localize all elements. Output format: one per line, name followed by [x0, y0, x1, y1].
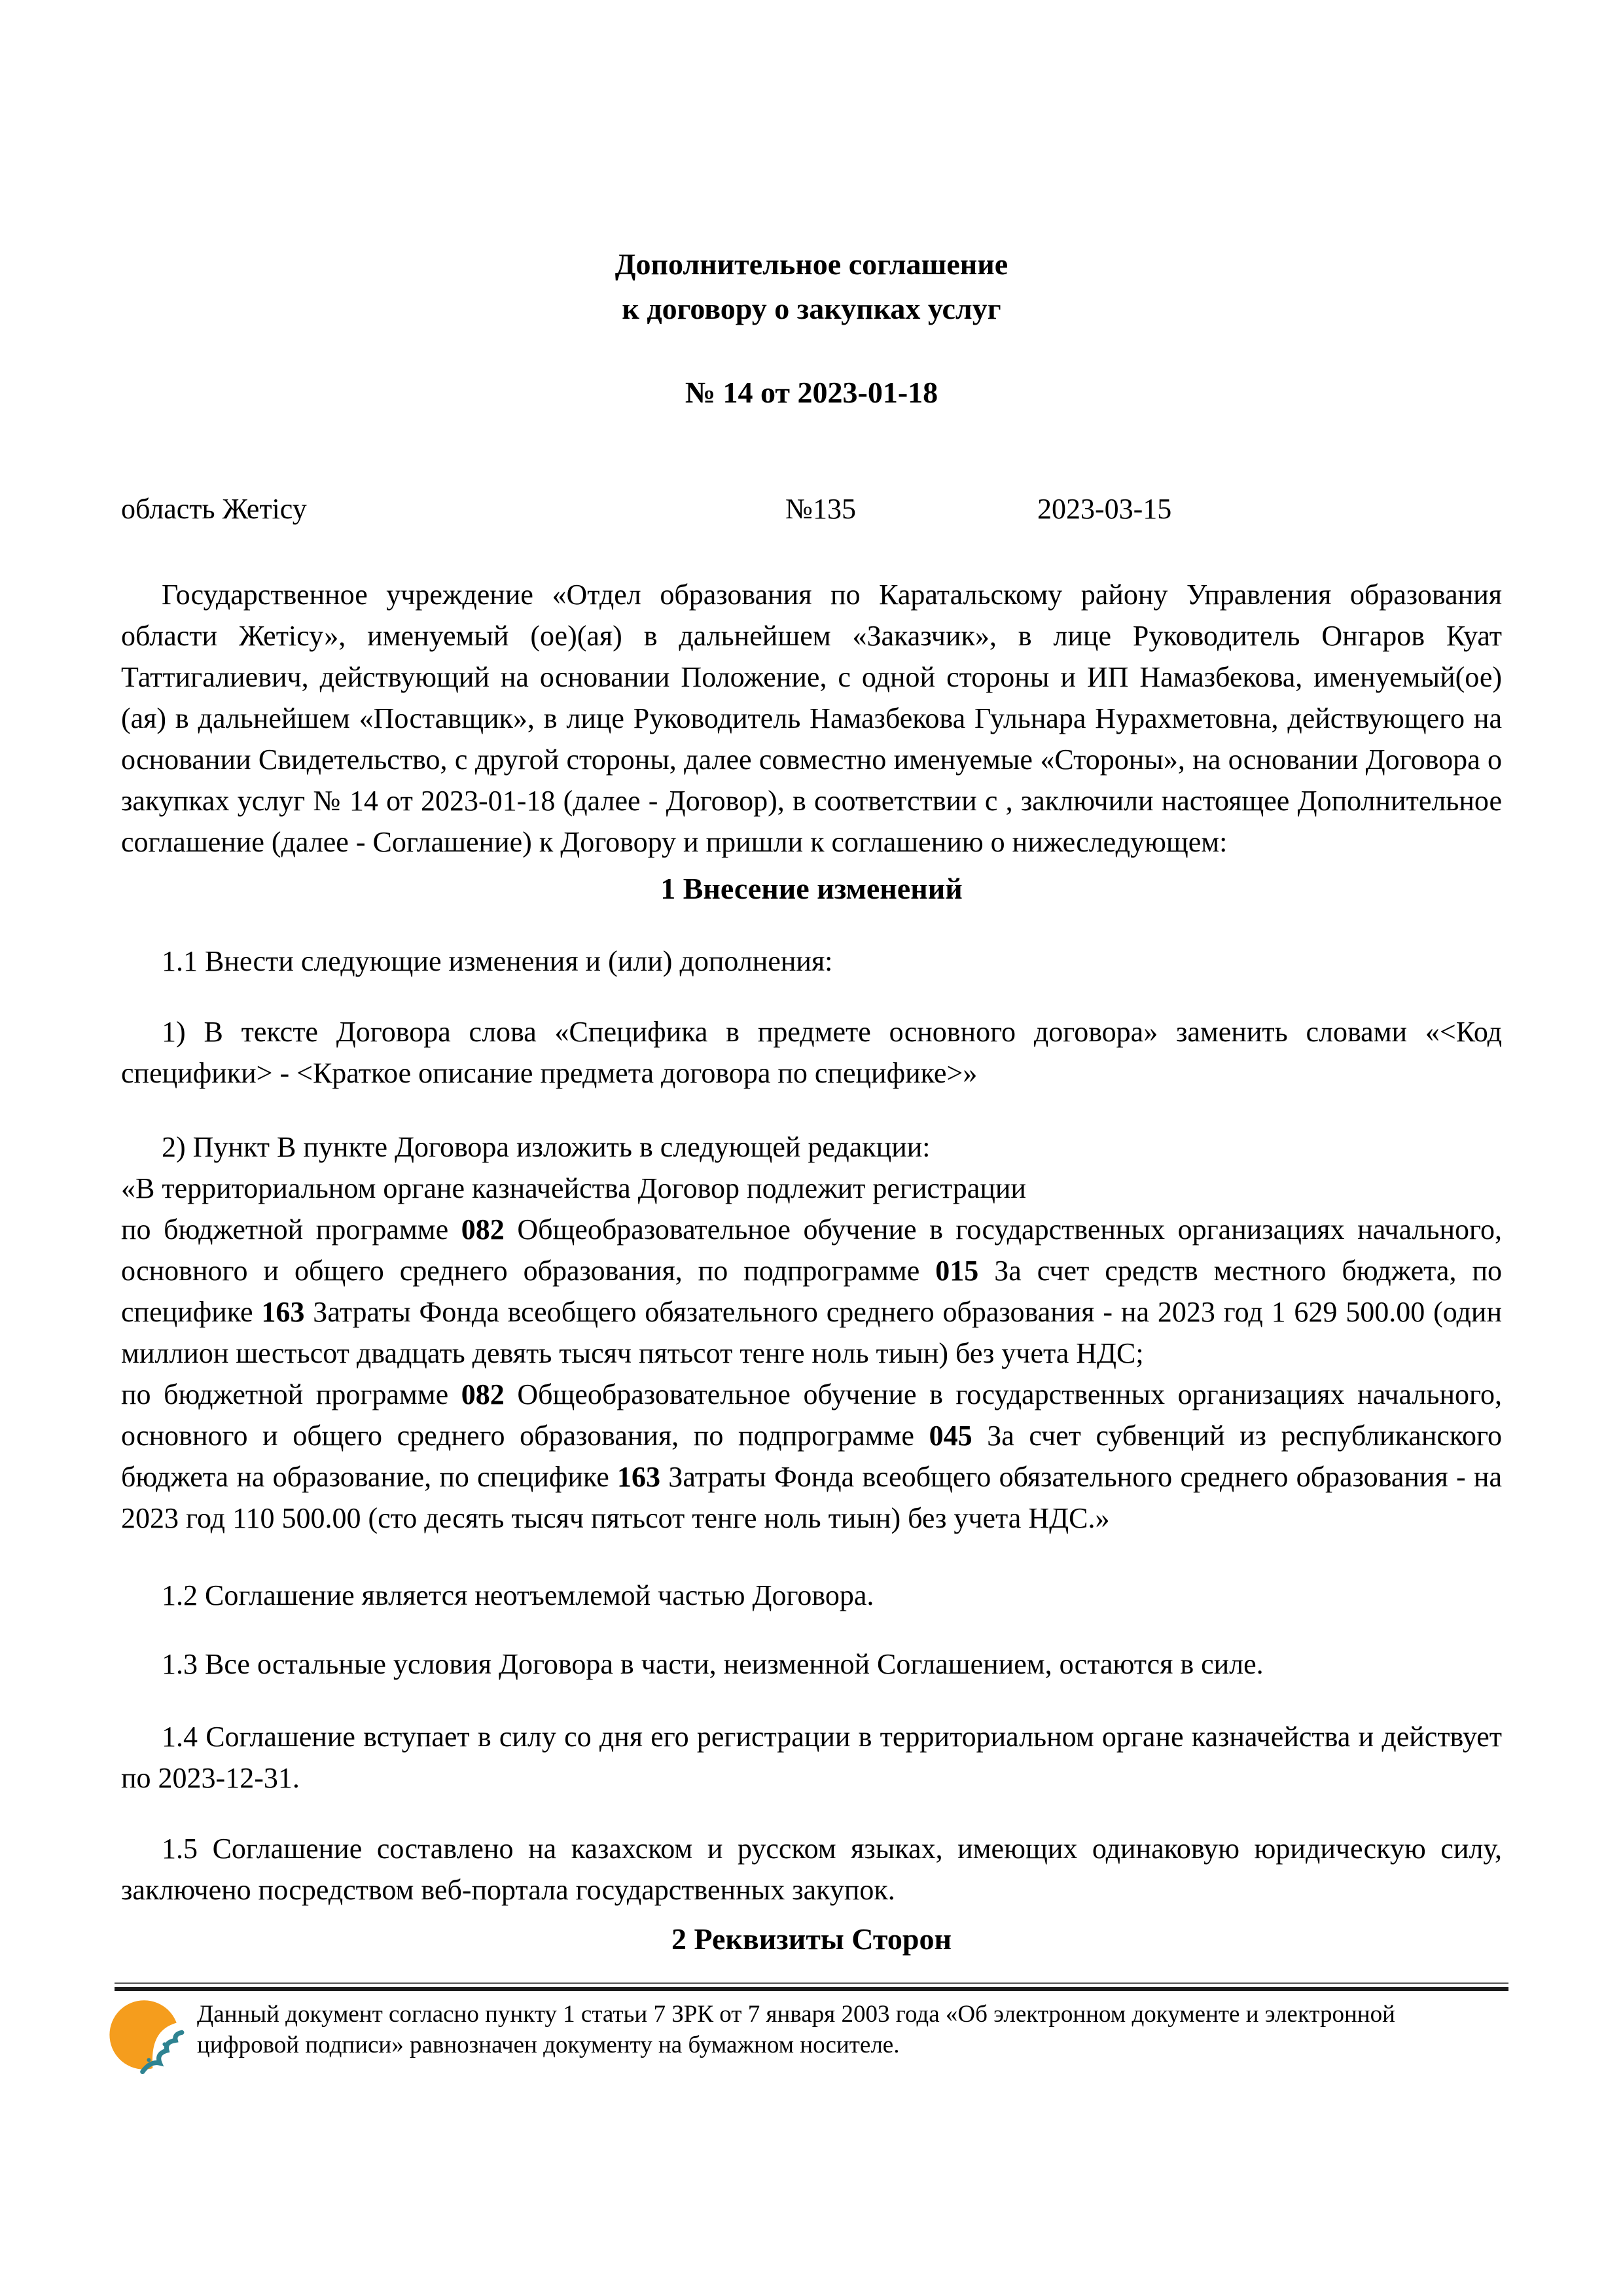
budget-paragraph-2: по бюджетной программе 082 Общеобразовательное обучение в государственных организациях начального, основного и общего среднего образования, по подпрограмме 045 За счет субвенций из республиканского бюджета на образование, по специфике 163 Затраты Фонда всеобщего обязательного среднего образования - на 2023 год 110 500.00 (сто десять тысяч пятьсот тенге ноль тиын) без учета НДС.» [121, 1378, 1502, 1534]
footer-divider [115, 1982, 1508, 1991]
section1-heading: 1 Внесение изменений [660, 872, 963, 905]
doc-title-line1: Дополнительное соглашение [615, 247, 1008, 281]
clause-1-1: 1.1 Внести следующие изменения и (или) дополнения: [162, 945, 833, 977]
amendment-item-2: 2) Пункт В пункте Договора изложить в следующей редакции: [162, 1131, 931, 1163]
doc-title-line2: к договору о закупках услуг [622, 292, 1001, 325]
goszakup-logo-icon [108, 1995, 187, 2075]
clause-1-3: 1.3 Все остальные условия Договора в части, неизменной Соглашением, остаются в силе. [162, 1648, 1264, 1680]
footer [108, 1995, 1463, 2085]
amendment-item-1: 1) В тексте Договора слова «Специфика в предмете основного договора» заменить словами «<Код специфики> - <Краткое описание предмета договора по специфике>» [121, 1016, 1502, 1089]
registration-meta-row [121, 488, 1502, 529]
treasury-registration-line: «В территориальном органе казначейства Договор подлежит регистрации [121, 1172, 1026, 1204]
doc-number: № 14 от 2023-01-18 [685, 376, 938, 409]
meta-region: область Жетісу [121, 493, 307, 525]
meta-registration-number: №135 [785, 493, 856, 525]
footer-note: Данный документ согласно пункту 1 статьи 7 ЗРК от 7 января 2003 года «Об электронном документе и электронной цифровой подписи» равнозначен документу на бумажном носителе. [197, 2001, 1395, 2058]
clause-1-4: 1.4 Соглашение вступает в силу со дня его регистрации в территориальном органе казначейства и действует по 2023-12-31. [121, 1721, 1502, 1794]
meta-registration-date: 2023-03-15 [1037, 493, 1172, 525]
section2-heading: 2 Реквизиты Сторон [671, 1922, 952, 1956]
clause-1-2: 1.2 Соглашение является неотъемлемой частью Договора. [162, 1579, 874, 1611]
intro-paragraph: Государственное учреждение «Отдел образования по Каратальскому району Управления образования области Жетісу», именуемый (ое)(ая) в дальнейшем «Заказчик», в лице Руководитель Онгаров Куат Таттигалиевич, действующий на основании Положение, с одной стороны и ИП Намазбекова, именуемый(ое)(ая) в дальнейшем «Поставщик», в лице Руководитель Намазбекова Гульнара Нурахметовна, действующего на основании Свидетельство, с другой стороны, далее совместно именуемые «Стороны», на основании Договора о закупках услуг № 14 от 2023-01-18 (далее - Договор), в соответствии с , заключили настоящее Дополнительное соглашение (далее - Соглашение) к Договору и пришли к соглашению о нижеследующем: [121, 579, 1502, 858]
budget-paragraph-1: по бюджетной программе 082 Общеобразовательное обучение в государственных организациях начального, основного и общего среднего образования, по подпрограмме 015 За счет средств местного бюджета, по специфике 163 Затраты Фонда всеобщего обязательного среднего образования - на 2023 год 1 629 500.00 (один миллион шестьсот двадцать девять тысяч пятьсот тенге ноль тиын) без учета НДС; [121, 1213, 1502, 1369]
clause-1-5: 1.5 Соглашение составлено на казахском и русском языках, имеющих одинаковую юридическую силу, заключено посредством веб-портала государственных закупок. [121, 1833, 1502, 1906]
